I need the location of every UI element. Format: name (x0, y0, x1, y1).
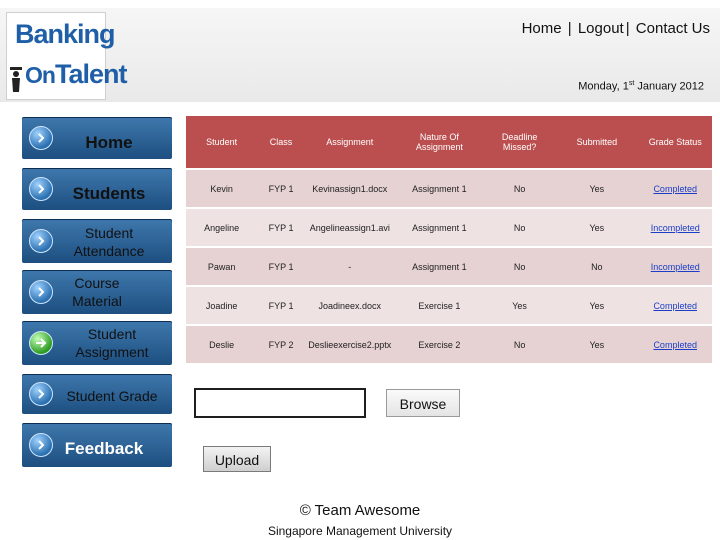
cell-grade-status (638, 168, 712, 207)
nav-separator: | (625, 20, 630, 37)
grade-status-link[interactable]: Completed (653, 183, 697, 194)
cell-deadline: No (484, 207, 555, 246)
cell-class: FYP 1 (257, 246, 305, 285)
cell-submitted: Yes (555, 168, 638, 207)
cell-nature: Exercise 2 (395, 324, 484, 363)
chevron-right-icon (29, 126, 53, 150)
table-row (186, 285, 712, 324)
current-date: Monday, 1st January 2012 (578, 80, 704, 93)
nav-separator: | (567, 20, 572, 37)
upload-button[interactable]: Upload (203, 446, 271, 472)
cell-student: Angeline (186, 207, 257, 246)
cell-class: FYP 2 (257, 324, 305, 363)
chevron-right-icon (29, 177, 53, 201)
cell-deadline: No (484, 246, 555, 285)
chevron-right-icon (29, 382, 53, 406)
nav-home-link[interactable]: Home (521, 20, 562, 37)
column-header-deadline: Deadline Missed? (484, 116, 555, 168)
cell-grade-status (638, 285, 712, 324)
logo-line2: OnTalent (25, 59, 127, 89)
cell-assignment: Joadineex.docx (305, 285, 395, 324)
sidebar-item-label: Student Assignment (75, 326, 149, 360)
top-nav (440, 20, 710, 42)
cell-assignment: - (305, 246, 395, 285)
cell-class: FYP 1 (257, 168, 305, 207)
sidebar-item-course-material[interactable] (22, 270, 172, 314)
table-row (186, 246, 712, 285)
cell-class: FYP 1 (257, 207, 305, 246)
cell-grade-status (638, 207, 712, 246)
logo-line1: Banking (15, 19, 115, 49)
grade-status-link[interactable]: Incompleted (650, 222, 700, 233)
logo[interactable] (6, 12, 127, 100)
grade-status-link[interactable]: Incompleted (650, 261, 700, 272)
cell-grade-status (638, 324, 712, 363)
column-header-class: Class (257, 116, 305, 168)
browse-button[interactable]: Browse (386, 389, 460, 417)
cell-nature: Assignment 1 (395, 207, 484, 246)
sidebar-item-label: Student Grade (66, 388, 158, 404)
sidebar-item-students[interactable] (22, 168, 172, 210)
cell-grade-status (638, 246, 712, 285)
cell-deadline: No (484, 168, 555, 207)
cell-assignment: Kevinassign1.docx (305, 168, 395, 207)
table-row (186, 168, 712, 207)
column-header-assignment: Assignment (305, 116, 395, 168)
sidebar-item-student-assignment[interactable] (22, 321, 172, 365)
sidebar-item-student-attendance[interactable] (22, 219, 172, 263)
sidebar-item-label: Course Material (72, 275, 122, 309)
sidebar-item-label: Students (72, 184, 146, 203)
table-header-row (186, 116, 712, 168)
cell-nature: Exercise 1 (395, 285, 484, 324)
sidebar-item-home[interactable] (22, 117, 172, 159)
cell-assignment: Angelineassign1.avi (305, 207, 395, 246)
footer-university: Singapore Management University (267, 524, 453, 538)
cell-deadline: No (484, 324, 555, 363)
grade-status-link[interactable]: Completed (653, 300, 697, 311)
column-header-nature: Nature Of Assignment (395, 116, 484, 168)
sidebar-item-label: Home (85, 133, 133, 152)
arrow-right-icon (29, 331, 53, 355)
sidebar-item-student-grade[interactable] (22, 374, 172, 414)
cell-student: Kevin (186, 168, 257, 207)
table-row (186, 207, 712, 246)
nav-contact-link[interactable]: Contact Us (635, 20, 710, 37)
column-header-submitted: Submitted (555, 116, 638, 168)
graduate-figure-icon (9, 65, 23, 93)
chevron-right-icon (29, 280, 53, 304)
file-path-input[interactable] (194, 388, 366, 418)
table-row (186, 324, 712, 363)
chevron-right-icon (29, 229, 53, 253)
cell-class: FYP 1 (257, 285, 305, 324)
column-header-student: Student (186, 116, 257, 168)
sidebar-item-feedback[interactable] (22, 423, 172, 467)
cell-submitted: Yes (555, 324, 638, 363)
column-header-grade-status: Grade Status (638, 116, 712, 168)
nav-logout-link[interactable]: Logout (577, 20, 624, 37)
grade-status-link[interactable]: Completed (653, 339, 697, 350)
cell-submitted: No (555, 246, 638, 285)
footer-copyright: © Team Awesome (299, 502, 421, 519)
sidebar-item-label: Feedback (64, 439, 144, 458)
cell-submitted: Yes (555, 285, 638, 324)
cell-nature: Assignment 1 (395, 168, 484, 207)
cell-deadline: Yes (484, 285, 555, 324)
assignment-table (186, 116, 712, 363)
cell-nature: Assignment 1 (395, 246, 484, 285)
cell-student: Deslie (186, 324, 257, 363)
cell-student: Joadine (186, 285, 257, 324)
cell-submitted: Yes (555, 207, 638, 246)
cell-student: Pawan (186, 246, 257, 285)
sidebar-item-label: Student Attendance (73, 225, 145, 259)
cell-assignment: Deslieexercise2.pptx (305, 324, 395, 363)
